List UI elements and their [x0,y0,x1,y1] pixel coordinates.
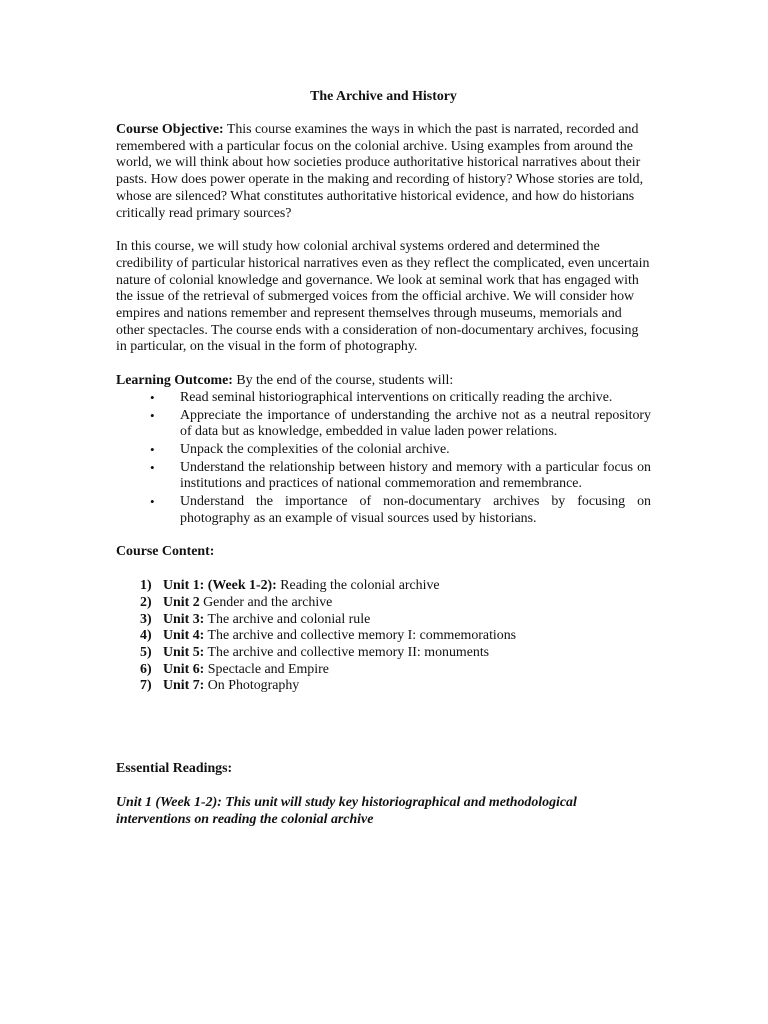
unit-label: Unit 6: [163,661,205,677]
unit-number: 7) [140,678,152,694]
list-item [116,390,651,407]
learning-outcome-label: Learning Outcome: [116,373,233,389]
unit-title: The archive and collective memory II: monuments [204,644,490,660]
unit1-readings-heading: Unit 1 (Week 1-2): This unit will study key historiographical and methodological interventions on reading the colonial archive [116,794,577,827]
intro-paragraph: In this course, we will study how colonial archival systems ordered and determined the credibility of particular historical narratives even as they reflect the complicated, even uncertain nature of colonial knowledge and governance. We look at seminal work that has engaged with the issue of the retrieval of submerged voices from the official archive. We will consider how empires and nations remember and represent themselves through museums, memorials and other spectacles. The course ends with a consideration of non-documentary archives, focusing in particular, on the visual in the form of photography. [116,239,650,355]
list-item-text: Read seminal historiographical interventions on critically reading the archive. [180,389,613,405]
essential-readings-heading: Essential Readings: [116,761,233,777]
bullet-icon: • [150,459,155,475]
list-item [116,442,651,459]
unit-title: The archive and collective memory I: commemorations [204,628,517,644]
list-item [116,494,651,527]
unit-item [116,662,651,679]
course-objective-text: This course examines the ways in which the past is narrated, recorded and remembered with a particular focus on the colonial archive. Using examples from around the world, we will think about how societies produce authoritative historical narratives about their pasts. How does power operate in the making and recording of history? Whose stories are told, whose are silenced? What constitutes authoritative historical evidence, and how do historians critically read primary sources? [116,122,644,221]
unit-label: Unit 7: [163,678,205,694]
course-content-heading: Course Content: [116,544,215,560]
bullet-icon: • [150,494,155,510]
unit-number: 4) [140,628,152,644]
list-item-text: Understand the importance of non-documentary archives by focusing on photography as an example of visual sources used by historians. [180,494,651,526]
unit-title: The archive and colonial rule [204,611,371,627]
learning-outcome-list [116,390,651,528]
unit-label: Unit 5: [163,644,205,660]
course-objective-paragraph [116,122,651,222]
unit-number: 3) [140,611,152,627]
unit-item [116,578,651,595]
bullet-icon: • [150,407,155,423]
document-title: The Archive and History [310,89,457,104]
list-item-text: Appreciate the importance of understanding the archive not as a neutral repository of data but as knowledge, embedded in value laden power relations. [180,407,651,440]
unit-item [116,645,651,662]
learning-outcome-text: By the end of the course, students will: [232,373,454,389]
unit-title: Spectacle and Empire [204,661,329,677]
unit-title: Reading the colonial archive [276,578,440,594]
document-page [116,89,651,828]
section-spacer [116,695,651,761]
bullet-icon: • [150,441,155,457]
course-content-list [116,578,651,695]
unit-label: Unit 2 [163,594,200,610]
unit-number: 2) [140,594,152,610]
unit-item [116,612,651,629]
list-item [116,460,651,493]
unit-label: Unit 3: [163,611,205,627]
list-item [116,408,651,441]
unit-item [116,678,651,695]
unit-title: On Photography [204,678,300,694]
list-item-text: Unpack the complexities of the colonial archive. [180,441,450,457]
bullet-icon: • [150,389,155,405]
unit-number: 5) [140,644,152,660]
unit-label: Unit 1: (Week 1-2): [163,578,277,594]
unit-number: 1) [140,578,152,594]
unit-number: 6) [140,661,152,677]
course-objective-label: Course Objective: [116,122,224,137]
list-item-text: Understand the relationship between history and memory with a particular focus on institutions and practices of national commemoration and remembrance. [180,459,651,492]
learning-outcome-paragraph [116,373,651,390]
unit-item [116,595,651,612]
unit-item [116,628,651,645]
unit-label: Unit 4: [163,628,205,644]
unit-title: Gender and the archive [199,594,333,610]
